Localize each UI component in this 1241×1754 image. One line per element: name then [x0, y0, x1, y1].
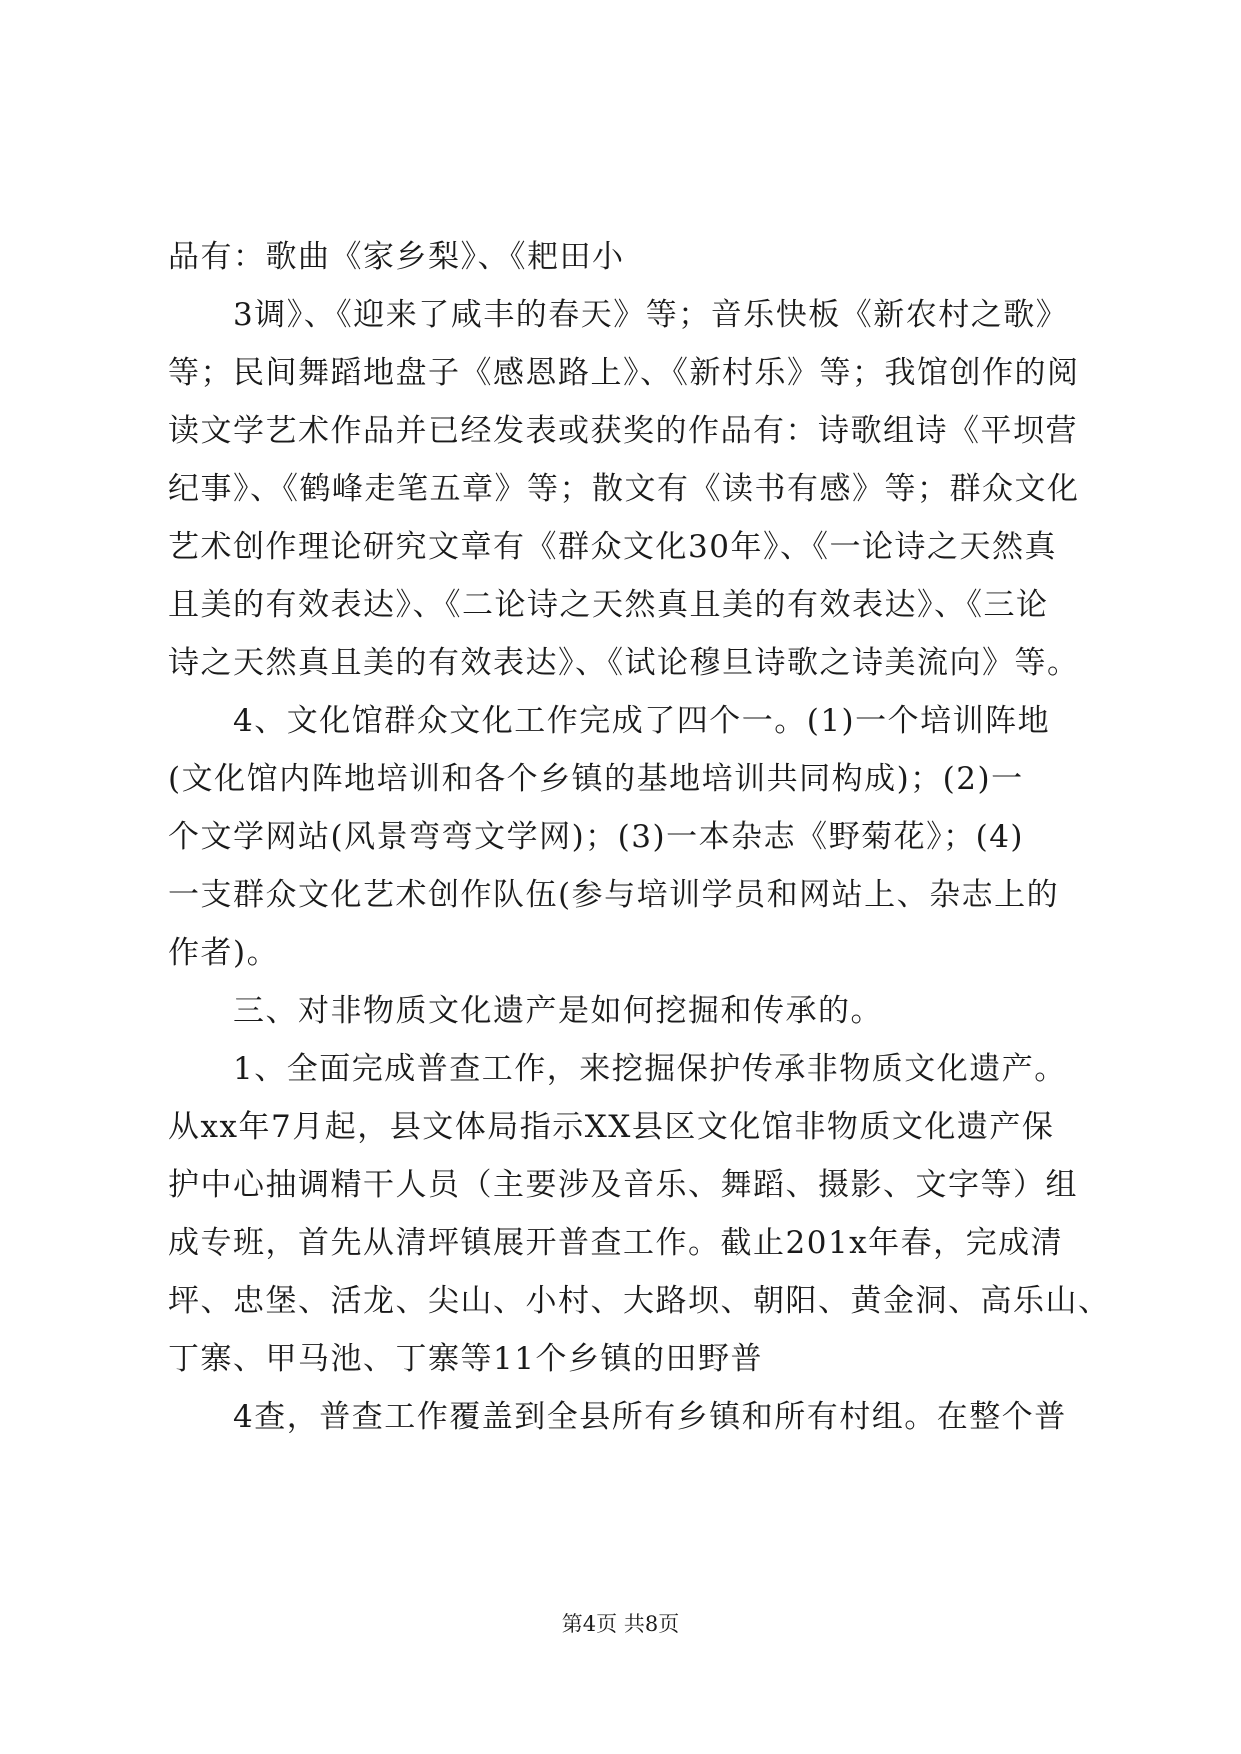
text-line: 作者)。 — [168, 935, 280, 971]
text-line: 3调》、《迎来了咸丰的春天》等；音乐快板《新农村之歌》 — [168, 297, 1069, 333]
text-line: 诗之天然真且美的有效表达》、《试论穆旦诗歌之诗美流向》等。 — [168, 645, 1080, 681]
text-line: 品有：歌曲《家乡梨》、《耙田小 — [168, 239, 625, 275]
text-line: 三、对非物质文化遗产是如何挖掘和传承的。 — [168, 993, 883, 1029]
text-line: 个文学网站(风景弯弯文学网)；(3)一本杂志《野菊花》；(4) — [168, 819, 1025, 855]
text-line: 1、全面完成普查工作，来挖掘保护传承非物质文化遗产。 — [168, 1051, 1067, 1087]
text-line: 4、文化馆群众文化工作完成了四个一。(1)一个培训阵地 — [168, 703, 1051, 739]
page-footer: 第4页 共8页 — [561, 1612, 680, 1636]
text-line: 且美的有效表达》、《二论诗之天然真且美的有效表达》、《三论 — [168, 587, 1049, 623]
text-line: 艺术创作理论研究文章有《群众文化30年》、《一论诗之天然真 — [168, 529, 1057, 565]
text-line: 等；民间舞蹈地盘子《感恩路上》、《新村乐》等；我馆创作的阅 — [168, 355, 1080, 391]
text-line: (文化馆内阵地培训和各个乡镇的基地培训共同构成)；(2)一 — [168, 761, 1024, 797]
text-line: 丁寨、甲马池、丁寨等11个乡镇的田野普 — [168, 1341, 763, 1377]
text-line: 纪事》、《鹤峰走笔五章》等；散文有《读书有感》等；群众文化 — [168, 471, 1080, 507]
text-line: 坪、忠堡、活龙、尖山、小村、大路坝、朝阳、黄金洞、高乐山、 — [168, 1283, 1111, 1319]
text-line: 成专班，首先从清坪镇展开普查工作。截止201x年春，完成清 — [168, 1225, 1064, 1261]
text-line: 一支群众文化艺术创作队伍(参与培训学员和网站上、杂志上的 — [168, 877, 1060, 913]
text-line: 护中心抽调精干人员（主要涉及音乐、舞蹈、摄影、文字等）组 — [168, 1167, 1078, 1203]
text-line: 4查，普查工作覆盖到全县所有乡镇和所有村组。在整个普 — [168, 1399, 1067, 1435]
text-line: 从xx年7月起，县文体局指示XX县区文化馆非物质文化遗产保 — [168, 1109, 1055, 1145]
body-text — [168, 228, 1111, 1446]
text-line: 读文学艺术作品并已经发表或获奖的作品有：诗歌组诗《平坝营 — [168, 413, 1078, 449]
